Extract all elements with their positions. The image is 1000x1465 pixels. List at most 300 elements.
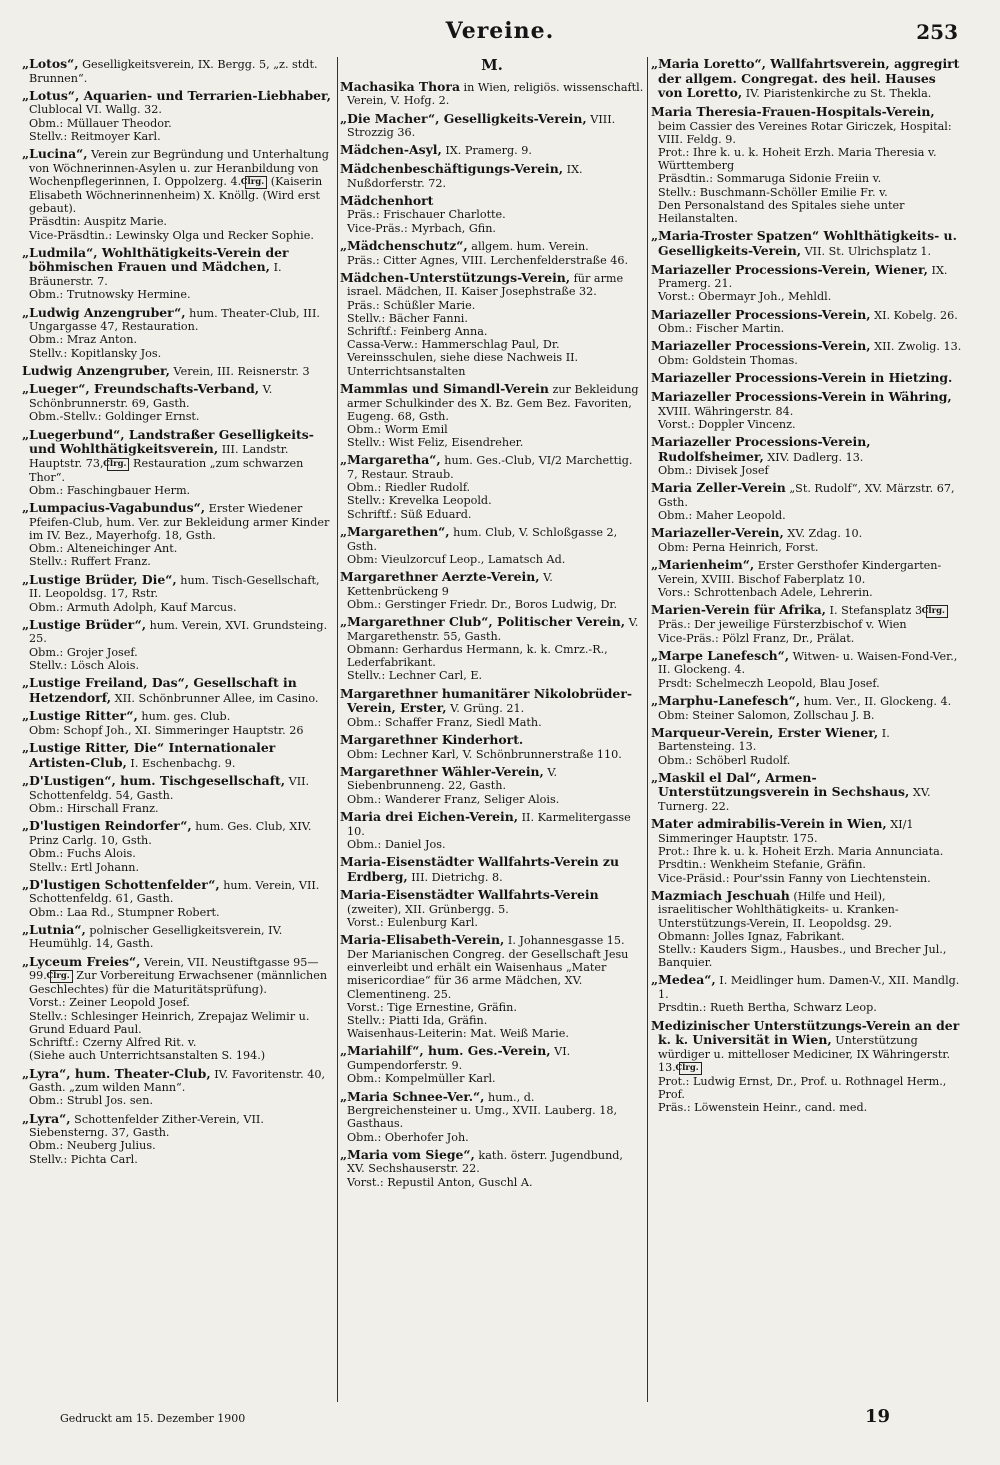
entry-officer-line: Obmann: Gerhardus Hermann, k. k. Cmrz.-R., Lederfabrikant. (347, 642, 608, 670)
entry-heading (651, 263, 963, 291)
entry-officer-line: Obm.: Trutnowsky Hermine. (29, 288, 191, 302)
entry-name: Mariazeller-Verein, (651, 525, 784, 541)
entry-officer-line: Stellv.: Krevelka Leopold. (347, 494, 492, 508)
entry-officer-line: Obm.-Stellv.: Goldinger Ernst. (29, 410, 200, 424)
entry-name: Mariazeller Processions-Verein, Rudolfsheimer, (651, 433, 871, 464)
entry-details: (Hilfe und Heil), israelitischer Wohlthätigkeits- u. Kranken-Unterstützungs-Verein, II. Leopoldsg. 29. (658, 889, 899, 930)
directory-entry (22, 676, 334, 705)
entry-heading (22, 955, 334, 997)
directory-entry (651, 390, 963, 431)
entry-heading (340, 239, 644, 254)
entry-heading (22, 1067, 334, 1095)
column-right (651, 57, 963, 1402)
directory-entry (340, 888, 644, 929)
entry-details: XV. Zdag. 10. (783, 527, 863, 541)
entry-details: IV. Piaristenkirche zu St. Thekla. (742, 87, 932, 101)
entry-heading (22, 709, 334, 724)
directory-entry (22, 741, 334, 770)
entry-name: Marqueur-Verein, Erster Wiener, (651, 724, 879, 740)
entry-details: Witwen- u. Waisen-Fond-Ver., II. Glockeng. 4. (658, 649, 958, 677)
entry-details: Unterstützung würdiger u. mittelloser Mediciner, IX Währingerstr. 13. Clrg. (658, 1034, 951, 1074)
column-divider (647, 57, 648, 1402)
entry-details: hum. Verein, VII. Schottenfeldg. 61, Gasth. (29, 878, 320, 906)
entry-name: Maria drei Eichen-Verein, (340, 808, 519, 824)
entry-details: V. Margarethenstr. 55, Gasth. (347, 616, 639, 643)
entry-heading (651, 339, 963, 354)
entry-name: „Mädchenschutz“, (340, 237, 468, 253)
entry-officer-line: Obm.: Maher Leopold. (658, 509, 786, 523)
directory-entry (340, 453, 644, 521)
entry-officer-line: Vereinsschulen, siehe diese Nachweis II. Unterrichtsanstalten (347, 351, 579, 378)
entry-name: Medizinischer Unterstützungs-Verein an der k. k. Universität in Wien, (651, 1017, 960, 1048)
directory-entry (22, 1067, 334, 1108)
entry-name: Maria-Eisenstädter Wallfahrts-Verein zu Erdberg, (340, 853, 619, 884)
entry-heading (340, 143, 644, 158)
entry-name: Maria Zeller-Verein (651, 480, 786, 496)
entry-officer-line: Prot.: Ludwig Ernst, Dr., Prof. u. Rothnagel Herm., Prof. (658, 1075, 947, 1102)
entry-heading (651, 973, 963, 1001)
entry-details: VIII. Strozzig 36. (347, 112, 616, 140)
entry-details: kath. österr. Jugendbund, XV. Sechshauserstr. 22. (347, 1148, 623, 1176)
entry-heading (340, 453, 644, 481)
entry-details: (zweiter), XII. Grünbergg. 5. (347, 902, 509, 916)
entry-details: XV. Turnerg. 22. (658, 786, 931, 814)
directory-entry (22, 573, 334, 614)
signature-mark: 19 (864, 1406, 890, 1427)
entry-details: Verein, VII. Neustiftgasse 95—99. Clrg. Zur Vorbereitung Erwachsener (männlichen Geschlechtes) für die Maturitätsprüfung). (29, 955, 328, 997)
entry-heading (651, 771, 963, 813)
entry-officer-line: Stellv.: Ruffert Franz. (29, 555, 151, 569)
entry-name: „Lutnia“, (22, 921, 86, 937)
entry-name: „Lumpacius-Vagabundus“, (22, 500, 206, 516)
entry-heading (340, 271, 644, 299)
entry-name: „Margaretha“, (340, 452, 441, 468)
entry-details: IX. Nußdorferstr. 72. (347, 163, 583, 190)
entry-officer-line: Obm.: Hirschall Franz. (29, 802, 159, 816)
entry-details: V. Grüng. 21. (446, 702, 525, 716)
entry-officer-line: Vice-Präs.: Myrbach, Gfin. (347, 221, 496, 235)
entry-details: für arme israel. Mädchen, II. Kaiser Josephstraße 32. (347, 271, 624, 299)
entry-name: „Lyra“, hum. Theater-Club, (22, 1065, 211, 1081)
entry-name: „Maria-Troster Spatzen“ Wohlthätigkeits- u. Geselligkeits-Verein, (651, 228, 957, 258)
entry-name: „Marphu-Lanefesch“, (651, 692, 801, 708)
entry-name: Mariazeller Processions-Verein, Wiener, (651, 261, 928, 277)
entry-officer-line: Obm.: Kompelmüller Karl. (347, 1072, 496, 1086)
entry-name: „Maria Schnee-Ver.“, (340, 1088, 485, 1104)
directory-entry (651, 526, 963, 554)
entry-officer-line: Obm.: Divisek Josef (658, 464, 769, 478)
entry-heading (340, 112, 644, 140)
entry-name: „Mariahilf“, hum. Ges.-Verein, (340, 1043, 551, 1059)
entry-officer-line: Cassa-Verw.: Hammerschlag Paul, Dr. (347, 338, 560, 352)
directory-entry (22, 618, 334, 672)
entry-heading (22, 923, 334, 951)
directory-entry (651, 726, 963, 767)
directory-entry (22, 428, 334, 498)
directory-entry (651, 263, 963, 304)
directory-entry (22, 306, 334, 360)
entry-officer-line: Präs.: Löwenstein Heinr., cand. med. (658, 1101, 868, 1115)
directory-entry (22, 878, 334, 919)
entry-name: Maria-Eisenstädter Wallfahrts-Verein (340, 887, 599, 903)
entry-name: „Die Macher“, Geselligkeits-Verein, (340, 110, 587, 126)
entry-name: „Lustige Ritter, Die“ Internationaler Artisten-Club, (22, 740, 276, 770)
entry-details: XI. Kobelg. 26. (870, 308, 958, 322)
entry-name: Maria Theresia-Frauen-Hospitals-Verein, (651, 103, 935, 119)
entry-name: Maria-Elisabeth-Verein, (340, 932, 505, 948)
entry-officer-line: Obm.: Daniel Jos. (347, 837, 446, 851)
entry-details: IV. Favoritenstr. 40, Gasth. „zum wilden Mann“. (29, 1067, 326, 1095)
directory-entry (340, 855, 644, 884)
directory-entry (651, 229, 963, 258)
directory-entry (340, 687, 644, 729)
entry-officer-line: Obm.: Fuchs Alois. (29, 847, 136, 861)
entry-heading (651, 1019, 963, 1075)
directory-entry (651, 371, 963, 386)
entry-name: „Margarethen“, (340, 523, 450, 539)
entry-details: Geselligkeitsverein, IX. Bergg. 5, „z. stdt. Brunnen“. (29, 58, 318, 85)
entry-details: VII. St. Ulrichsplatz 1. (801, 244, 932, 258)
entry-heading (340, 687, 644, 716)
entry-heading (340, 810, 644, 838)
directory-entry (651, 558, 963, 599)
entry-heading (651, 105, 963, 146)
entry-details: V. Kettenbrückeng 9 (347, 570, 553, 598)
entry-details: zur Bekleidung armer Schulkinder des X. Bz. Gem Bez. Favoriten, Eugeng. 68, Gsth. (347, 382, 639, 423)
entry-name: Mädchenhort (340, 192, 434, 208)
entry-details: hum. Verein, XVI. Grundsteing. 25. (29, 618, 328, 646)
entry-name: Mammlas und Simandl-Verein (340, 380, 549, 396)
entry-name: Mater admirabilis-Verein in Wien, (651, 816, 887, 832)
entry-heading (22, 306, 334, 334)
entry-officer-line: Prot.: Ihre k. u. k. Hoheit Erzh. Maria Annunciata. (658, 845, 944, 859)
entry-officer-line: Schriftf.: Feinberg Anna. (347, 325, 488, 339)
registered-badge: Clrg. (926, 605, 948, 618)
entry-details: polnischer Geselligkeitsverein, IV. Heumühlg. 14, Gasth. (29, 923, 283, 951)
entry-name: Mariazeller Processions-Verein, (651, 338, 871, 354)
entry-heading (22, 246, 334, 288)
entry-details: III. Landstr. Hauptstr. 73, Clrg. Restauration „zum schwarzen Thor“. (29, 443, 304, 484)
entry-heading (340, 162, 644, 190)
entry-details: Verein zur Begründung und Unterhaltung von Wöchnerinnen-Asylen u. zur Heranbildung von Wochenpflegerinnen, I. Oppolzerg. 4. Clrg. (Kaiserin Elisabeth Wöchnerinnenheim) X. Knöllg. (Wird erst gebaut). (29, 148, 329, 216)
entry-officer-line: Prsdt: Schelmeczh Leopold, Blau Josef. (658, 676, 880, 690)
entry-name: „Marienheim“, (651, 557, 755, 573)
entry-details: hum. ges. Club. (137, 710, 231, 724)
entry-officer-line: Vorst.: Repustil Anton, Guschl A. (347, 1175, 533, 1189)
entry-officer-line: Obm.: Strubl Jos. sen. (29, 1094, 154, 1108)
entry-name: Mädchen-Asyl, (340, 142, 442, 158)
entry-heading (651, 57, 963, 101)
entry-officer-line: Schriftf.: Süß Eduard. (347, 507, 472, 521)
entry-officer-line: Obm.: Neuberg Julius. (29, 1139, 156, 1153)
entry-officer-line: Stellv.: Piatti Ida, Gräfin. (347, 1014, 488, 1027)
entry-heading (651, 435, 963, 464)
entry-heading (340, 615, 644, 643)
entry-details: I. Bräunerstr. 7. (29, 261, 282, 289)
entry-details: beim Cassier des Vereines Rotar Giriczek, Hospital: VIII. Feldg. 9. (658, 119, 952, 146)
directory-entry (22, 709, 334, 737)
directory-entry (22, 1112, 334, 1166)
entry-details: XVIII. Währingerstr. 84. (658, 404, 794, 418)
entry-officer-line: Obm.: Schaffer Franz, Siedl Math. (347, 715, 542, 729)
directory-entry (340, 933, 644, 1040)
entry-name: Mazmiach Jeschuah (651, 887, 790, 903)
directory-entry (22, 382, 334, 423)
entry-heading (22, 89, 334, 117)
directory-entry (340, 570, 644, 611)
entry-officer-line: Obmann: Jolles Ignaz, Fabrikant. (658, 929, 845, 943)
entry-officer-line: Stellv.: Reitmoyer Karl. (29, 129, 161, 143)
entry-name: Machasika Thora (340, 78, 460, 94)
entry-officer-line: Präsdtin.: Sommaruga Sidonie Freiin v. (658, 172, 882, 186)
entry-officer-line: Obm.: Armuth Adolph, Kauf Marcus. (29, 600, 237, 614)
entry-officer-line: Stellv.: Lösch Alois. (29, 658, 140, 672)
entry-details: I. Bartensteing. 13. (658, 726, 890, 754)
print-date-note: Gedruckt am 15. Dezember 1900 (60, 1412, 246, 1425)
entry-name: Margarethner humanitärer Nikolobrüder-Verein, Erster, (340, 685, 632, 716)
entry-officer-line: Präs.: Der jeweilige Fürsterzbischof v. Wien (658, 618, 907, 632)
entry-details: hum. Tisch-Gesellschaft, II. Leopoldsg. 17, Rstr. (29, 573, 320, 601)
entry-officer-line: Prot.: Ihre k. u. k. Hoheit Erzh. Maria Theresia v. Württemberg (658, 145, 937, 173)
directory-entry (651, 1019, 963, 1115)
entry-heading (22, 428, 334, 484)
entry-name: Mariazeller Processions-Verein, (651, 306, 871, 322)
entry-details: hum. Club, V. Schloßgasse 2, Gsth. (347, 525, 618, 553)
entry-details: Verein, III. Reisnerstr. 3 (169, 364, 310, 378)
entry-officer-line: Prsdtin.: Rueth Bertha, Schwarz Leop. (658, 1001, 877, 1015)
entry-heading (22, 57, 334, 85)
entry-officer-line: Obm: Vieulzorcuf Leop., Lamatsch Ad. (347, 552, 566, 566)
entry-officer-line: Vorst.: Eulenburg Karl. (347, 916, 478, 930)
entry-name: „Lyceum Freies“, (22, 953, 141, 969)
entry-details: hum. Ver., II. Glockeng. 4. (800, 694, 952, 708)
entry-name: „Ludmila“, Wohlthätigkeits-Verein der böhmischen Frauen und Mädchen, (22, 244, 289, 275)
entry-heading (340, 855, 644, 884)
entry-name: Marien-Verein für Afrika, (651, 602, 826, 618)
entry-name: „Luegerbund“, Landstraßer Geselligkeits- und Wohlthätigkeitsverein, (22, 426, 314, 457)
entry-officer-line: Obm.: Riedler Rudolf. (347, 481, 471, 495)
entry-heading (22, 501, 334, 542)
entry-details: „St. Rudolf“, XV. Märzstr. 67, Gsth. (658, 482, 955, 510)
directory-entry (22, 147, 334, 242)
directory-entry (651, 694, 963, 722)
entry-officer-line: Präs.: Frischauer Charlotte. (347, 208, 506, 222)
entry-officer-line: Obm.: Schöberl Rudolf. (658, 753, 791, 767)
entry-details: V. Siebenbrunneng. 22, Gasth. (347, 765, 558, 793)
directory-entry (340, 733, 644, 761)
entry-officer-line: Präs.: Citter Agnes, VIII. Lerchenfelderstraße 46. (347, 253, 629, 267)
directory-entry (22, 501, 334, 569)
entry-name: „Lotos“, (22, 57, 79, 71)
entry-officer-line: Obm.: Faschingbauer Herm. (29, 483, 191, 497)
directory-entry (340, 143, 644, 158)
entry-heading (651, 558, 963, 586)
entry-officer-line: Obm: Perna Heinrich, Forst. (658, 541, 819, 555)
entry-heading (22, 774, 334, 802)
entry-heading (340, 765, 644, 793)
entry-heading (651, 481, 963, 509)
entry-name: „Lustige Brüder“, (22, 616, 147, 632)
directory-entry (340, 239, 644, 267)
entry-heading (340, 80, 644, 108)
directory-entry (340, 615, 644, 683)
entry-heading (340, 194, 644, 209)
entry-officer-line: Obm: Schopf Joh., XI. Simmeringer Hauptstr. 26 (29, 723, 304, 737)
entry-heading (651, 889, 963, 930)
entry-details: XIV. Dadlerg. 13. (763, 450, 864, 464)
entry-officer-line: Schriftf.: Czerny Alfred Rit. v. (29, 1036, 197, 1050)
directory-entry (340, 525, 644, 566)
directory-entry (340, 1044, 644, 1085)
entry-officer-line: Obm.: Fischer Martin. (658, 322, 785, 336)
entry-details: VII. Schottenfeldg. 54, Gasth. (29, 775, 310, 802)
entry-officer-line: Obm.: Worm Emil (347, 422, 448, 436)
entry-details: XI/1 Simmeringer Hauptstr. 175. (658, 818, 914, 845)
entry-heading (651, 229, 963, 258)
entry-details: I. Stefansplatz 3 Clrg. (826, 604, 948, 617)
entry-details: hum. Theater-Club, III. Ungargasse 47, Restauration. (29, 306, 320, 334)
entry-officer-line: Prsdtin.: Wenkheim Stefanie, Gräfin. (658, 858, 866, 872)
entry-officer-line: Stellv.: Kauders Sigm., Hausbes., und Brecher Jul., Banquier. (658, 943, 947, 970)
entry-name: Mädchenbeschäftigungs-Verein, (340, 161, 564, 176)
entry-heading (22, 573, 334, 601)
entry-name: „Lotus“, Aquarien- und Terrarien-Liebhaber, (22, 87, 331, 103)
directory-entry (651, 481, 963, 522)
directory-entry (651, 105, 963, 225)
entry-officer-line: Stellv.: Ertl Johann. (29, 860, 140, 874)
entry-details: I. Johannesgasse 15. Der Marianischen Congreg. der Gesellschaft Jesu einverleibt und erhält ein Waisenhaus „Mater misericordiae“ für 36 arme Mädchen, XV. Clementineng. 25. (347, 934, 629, 1001)
entry-heading (22, 382, 334, 410)
entry-name: „Lyra“, (22, 1110, 71, 1126)
entry-heading (22, 618, 334, 646)
column-middle (340, 57, 644, 1402)
page-title: Vereine. (445, 18, 555, 44)
entry-officer-line: Obm.: Alteneichinger Ant. (29, 542, 178, 556)
entry-name: „Medea“, (651, 972, 716, 988)
directory-entry (340, 194, 644, 235)
entry-officer-line: Obm: Goldstein Thomas. (658, 354, 798, 368)
entry-heading (651, 726, 963, 754)
entry-officer-line: Obm.: Laa Rd., Stumpner Robert. (29, 905, 220, 919)
directory-entry (22, 819, 334, 873)
entry-heading (651, 817, 963, 845)
entry-officer-line: Stellv.: Wist Feliz, Eisendreher. (347, 436, 524, 450)
entry-officer-line: Vice-Präs.: Pölzl Franz, Dr., Prälat. (658, 631, 855, 645)
entry-name: „Marpe Lanefesch“, (651, 647, 790, 663)
entry-heading (340, 382, 644, 423)
entry-heading (340, 1044, 644, 1072)
entry-officer-line: Obm.: Grojer Josef. (29, 645, 138, 659)
registered-badge: Clrg. (245, 176, 267, 189)
entry-heading (22, 878, 334, 906)
page-number: 253 (916, 20, 958, 44)
directory-entry (651, 771, 963, 813)
entry-name: „Lustige Ritter“, (22, 708, 138, 724)
entry-officer-line: Obm.: Wanderer Franz, Seliger Alois. (347, 792, 560, 806)
entry-name: Mariazeller Processions-Verein in Hietzing. (651, 370, 953, 386)
entry-name: „D'lustigen Schottenfelder“, (22, 876, 220, 892)
directory-entry (22, 923, 334, 951)
entry-heading (22, 364, 334, 379)
column-left (22, 57, 334, 1402)
entry-details: hum., d. Bergreichensteiner u. Umg., XVII. Lauberg. 18, Gasthaus. (347, 1090, 618, 1131)
entry-officer-line: (Siehe auch Unterrichtsanstalten S. 194.) (29, 1049, 266, 1063)
directory-entry (651, 57, 963, 101)
entry-details: allgem. hum. Verein. (467, 239, 589, 253)
directory-entry (22, 364, 334, 379)
registered-badge: Clrg. (107, 458, 129, 471)
entry-details: V. Schönbrunnerstr. 69, Gasth. (29, 383, 273, 411)
directory-entry (651, 817, 963, 885)
directory-entry (340, 162, 644, 190)
entry-heading (340, 933, 644, 1001)
directory-entry (22, 246, 334, 302)
entry-officer-line: Stellv.: Pichta Carl. (29, 1152, 138, 1166)
entry-officer-line: Obm: Lechner Karl, V. Schönbrunnerstraße 110. (347, 747, 622, 761)
entry-officer-line: Vorst.: Zeiner Leopold Josef. (29, 996, 190, 1010)
section-letter: M. (481, 57, 503, 74)
entry-details: XII. Schönbrunner Allee, im Casino. (111, 691, 319, 705)
directory-entry (651, 973, 963, 1014)
entry-name: „Maria Loretto“, Wallfahrtsverein, aggregirt der allgem. Congregat. des heil. Hauses von Loretto, (651, 57, 960, 101)
entry-name: „Maria vom Siege“, (340, 1146, 475, 1162)
column-divider (337, 57, 338, 1402)
entry-officer-line: Stellv.: Kopitlansky Jos. (29, 346, 162, 360)
entry-heading (651, 694, 963, 709)
entry-details: VI. Gumpendorferstr. 9. (347, 1045, 571, 1073)
entry-officer-line: Obm: Steiner Salomon, Zollschau J. B. (658, 708, 875, 722)
directory-entry (340, 80, 644, 108)
entry-officer-line: Präs.: Schüßler Marie. (347, 298, 476, 312)
directory-entry (22, 955, 334, 1063)
entry-name: „Lustige Freiland, Das“, Gesellschaft in Hetzendorf, (22, 675, 297, 705)
entry-heading (651, 371, 963, 386)
entry-name: Mariazeller Processions-Verein in Währing, (651, 388, 952, 404)
entry-details: IX. Pramerg. 21. (658, 263, 948, 291)
entry-officer-line: Vorst.: Doppler Vincenz. (658, 417, 796, 431)
directory-entry (651, 435, 963, 477)
entry-name: „D'lustigen Reindorfer“, (22, 818, 192, 834)
entry-officer-line: Stellv.: Buschmann-Schöller Emilie Fr. v. (658, 185, 888, 199)
entry-officer-line: Waisenhaus-Leiterin: Mat. Weiß Marie. (347, 1027, 569, 1041)
entry-officer-line: Vors.: Schrottenbach Adele, Lehrerin. (658, 586, 873, 600)
entry-details: I. Meidlinger hum. Damen-V., XII. Mandlg. 1. (658, 974, 960, 1002)
entry-officer-line: Obm.: Oberhofer Joh. (347, 1130, 469, 1144)
entry-heading (340, 525, 644, 553)
entry-officer-line: Den Personalstand des Spitales siehe unter Heilanstalten. (658, 198, 905, 226)
entry-officer-line: Präsdtin: Auspitz Marie. (29, 215, 167, 229)
entry-heading (651, 308, 963, 323)
registered-badge: Clrg. (679, 1062, 701, 1075)
entry-details: XII. Zwolig. 13. (870, 340, 962, 354)
directory-entry (340, 765, 644, 806)
directory-entry (651, 889, 963, 970)
entry-heading (340, 570, 644, 598)
entry-officer-line: Obm.: Gerstinger Friedr. Dr., Boros Ludwig, Dr. (347, 597, 618, 611)
entry-details: hum. Ges. Club, XIV. Prinz Carlg. 10, Gsth. (29, 820, 312, 848)
entry-name: Margarethner Kinderhort. (340, 732, 524, 747)
directory-entry (651, 339, 963, 367)
entry-heading (340, 733, 644, 748)
entry-details: Schottenfelder Zither-Verein, VII. Siebensterng. 37, Gasth. (29, 1112, 264, 1140)
directory-entry (340, 810, 644, 851)
entry-details: I. Eschenbachg. 9. (126, 756, 236, 770)
entry-details: III. Dietrichg. 8. (407, 870, 503, 884)
entry-heading (22, 1112, 334, 1140)
entry-heading (651, 649, 963, 677)
entry-details: Erster Wiedener Pfeifen-Club, hum. Ver. zur Bekleidung armer Kinder im IV. Bez., Mayerhofg. 18, Gsth. (29, 502, 330, 543)
entry-details: Erster Gersthofer Kindergarten-Verein, XVIII. Bischof Faberplatz 10. (658, 559, 942, 586)
